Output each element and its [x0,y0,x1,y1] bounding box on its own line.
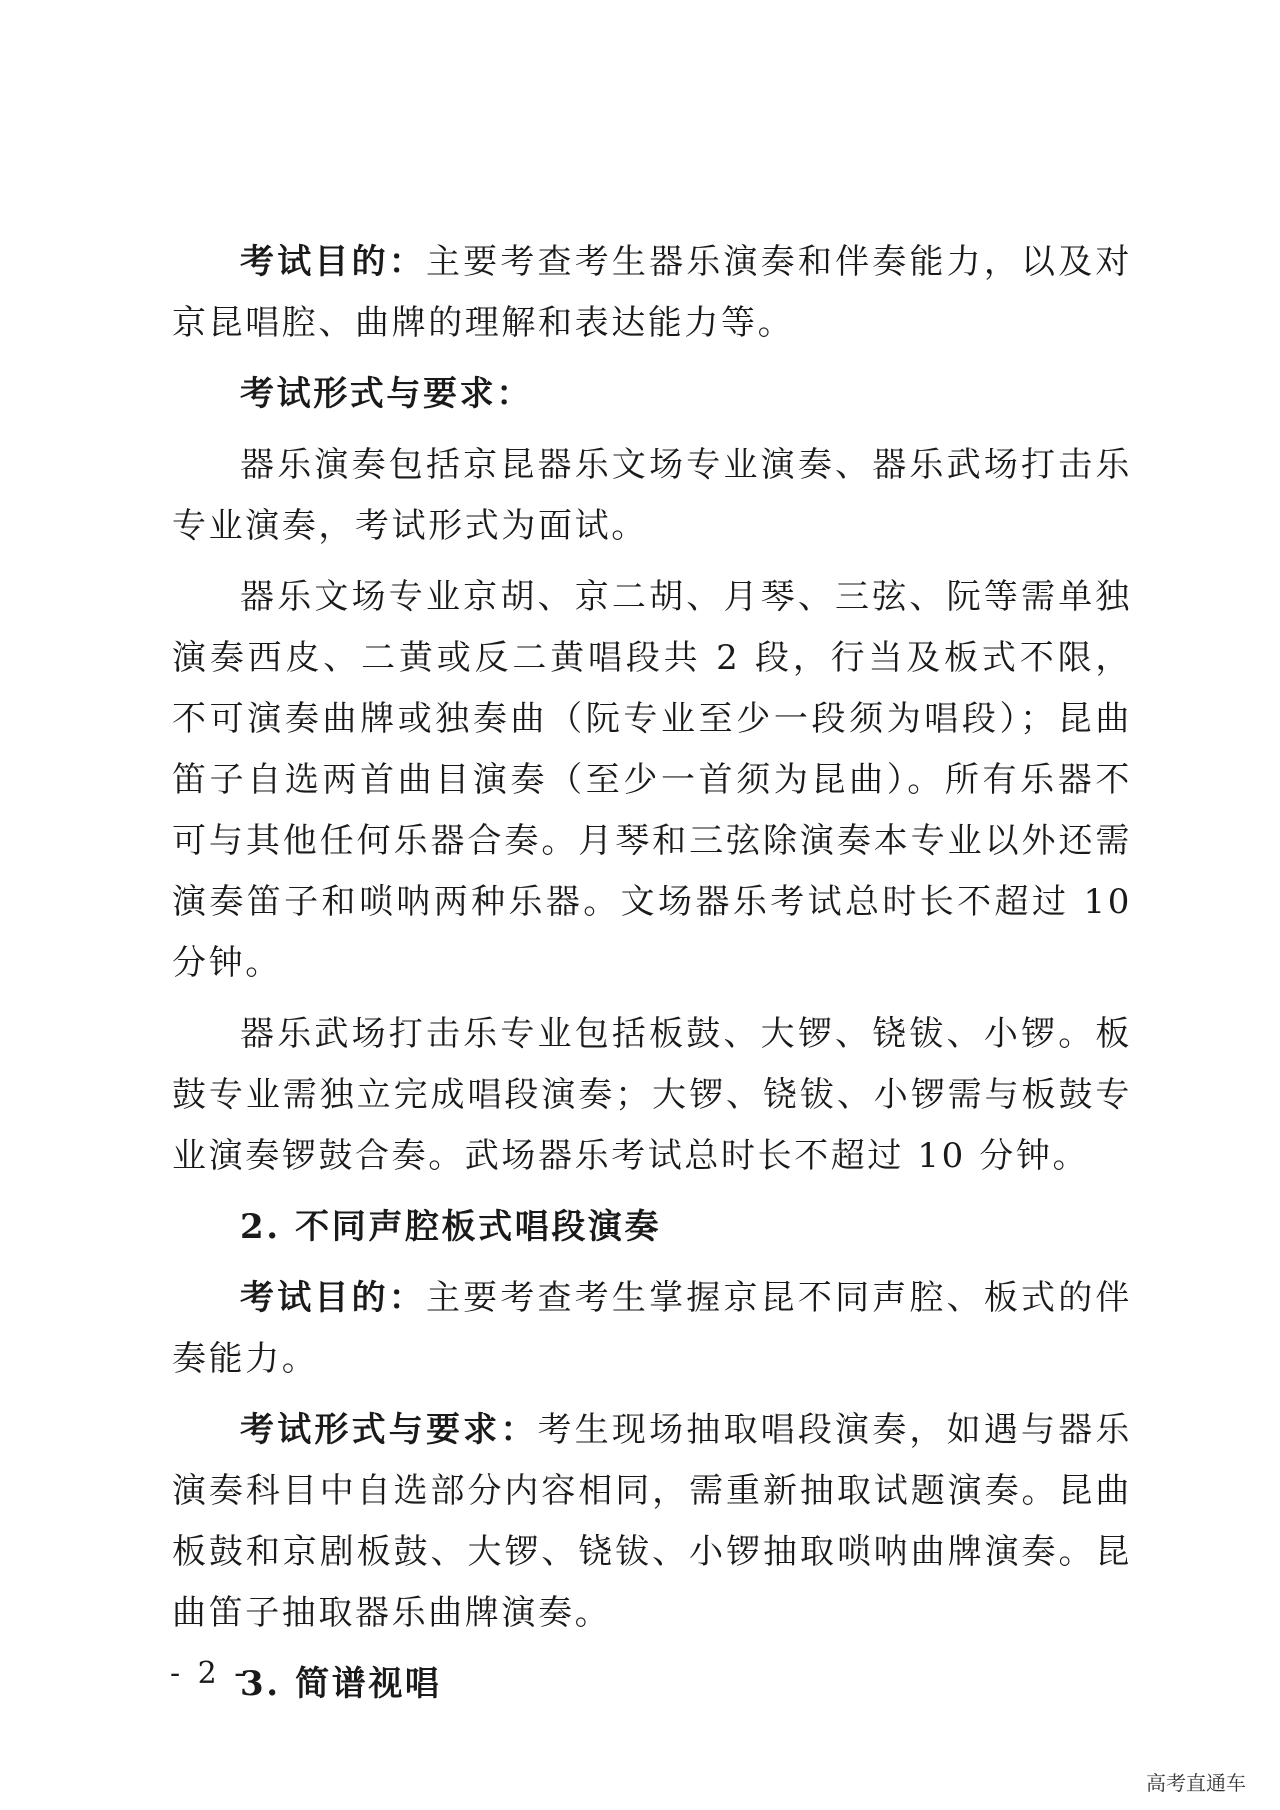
text-wuchang: 器乐武场打击乐专业包括板鼓、大锣、铙钹、小锣。板鼓专业需独立完成唱段演奏；大锣、铙钹、小锣需与板鼓专业演奏锣鼓合奏。武场器乐考试总时长不超过 10 分钟。 [172,1014,1132,1176]
page-number: - 2 - [170,1656,249,1691]
section-heading-2: 2. 不同声腔板式唱段演奏 [240,1207,662,1247]
paragraph-wenchang [172,567,1132,994]
paragraph-section2-purpose [172,1268,1132,1390]
label-exam-purpose: 考试目的： [240,242,426,282]
document-body [172,232,1132,1725]
paragraph-exam-form-heading [172,364,1132,425]
text-instrument-overview: 器乐演奏包括京昆器乐文场专业演奏、器乐武场打击乐专业演奏，考试形式为面试。 [172,445,1132,546]
text-exam-purpose: 主要考查考生器乐演奏和伴奏能力，以及对京昆唱腔、曲牌的理解和表达能力等。 [172,242,1133,343]
paragraph-exam-purpose [172,232,1132,354]
label-exam-form: 考试形式与要求： [240,374,533,414]
paragraph-wuchang [172,1004,1132,1187]
text-section2-form: 考生现场抽取唱段演奏，如遇与器乐演奏科目中自选部分内容相同，需重新抽取试题演奏。昆曲板鼓和京剧板鼓、大锣、铙钹、小锣抽取唢呐曲牌演奏。昆曲笛子抽取器乐曲牌演奏。 [172,1410,1132,1633]
section-heading-3: 3. 简谱视唱 [240,1664,442,1704]
watermark-text: 高考直通车 [1140,1765,1252,1798]
text-wenchang: 器乐文场专业京胡、京二胡、月琴、三弦、阮等需单独演奏西皮、二黄或反二黄唱段共 2 段，行当及板式不限，不可演奏曲牌或独奏曲（阮专业至少一段须为唱段）；昆曲笛子自选两首曲目演奏（至少一首须为昆曲）。所有乐器不可与其他任何乐器合奏。月琴和三弦除演奏本专业以外还需演奏笛子和唢呐两种乐器。文场器乐考试总时长不超过 10 分钟。 [172,577,1132,983]
text-section2-purpose: 主要考查考生掌握京昆不同声腔、板式的伴奏能力。 [172,1278,1133,1379]
label-section2-form: 考试形式与要求： [240,1410,538,1450]
label-section2-purpose: 考试目的： [240,1278,426,1318]
paragraph-section2-form [172,1400,1132,1644]
paragraph-instrument-overview [172,435,1132,557]
